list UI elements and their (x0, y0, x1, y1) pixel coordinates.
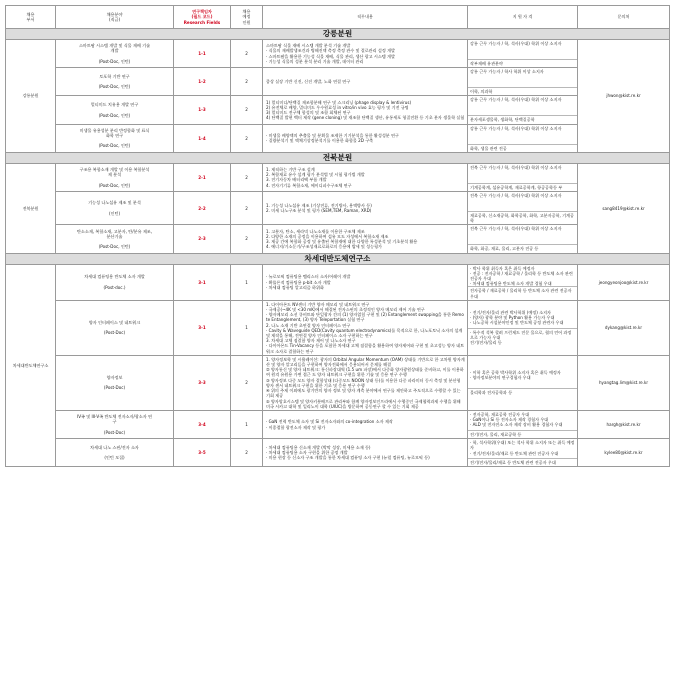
header-division-text: 채용 부서 (26, 11, 35, 22)
qualification-main: 강릉 근무 가능자 / 학, 석사(우대) 학위 이상 소지자 (470, 41, 562, 46)
qualification-main: 강릉 근무 가능자 / 학, 석사(우대) 학위 이상 소지자 (470, 125, 562, 131)
duty-line: · 이종접합 광전소자 제작 및 평가 (266, 424, 326, 430)
field-line: (Post-Doc, 인턴) (98, 244, 131, 250)
qualifications-cell (468, 40, 578, 68)
research-field-code: 2-1 (174, 163, 231, 191)
duty-line: 스마트팜 식물 재배 시스템 개발 분석 기술 개발 (266, 43, 351, 49)
duty-line: · 스마트팜을 활용한 기능성 식물 재배, 식물 관리, 생산 광고 시스템 개발 (266, 53, 395, 59)
table-row (6, 225, 670, 253)
qualification-major: 전기/전자, 물리, 재료공학 등 (468, 430, 577, 437)
field-line: (Post-doc.) (103, 284, 126, 290)
header-quals-text: 지 원 자 격 (512, 14, 533, 20)
field-line: 기능성 나노섬유 제조 및 분석 (88, 200, 141, 206)
field-line: (인턴) (108, 210, 121, 216)
header-quals (468, 6, 578, 29)
division-cell: 차세대반도체연구소 (6, 264, 56, 467)
field-line: 탄소소재, 복합소재, 고분자, 탄/분유 제조, (76, 228, 153, 234)
section-title: 강릉분원 (6, 29, 670, 40)
duty-line: · 미생물 배양액의 추출물 및 분획물 조제한 기기분석을 통한 활성성분 연구 (266, 133, 399, 138)
field-line: 구 (112, 419, 117, 425)
duty-line: · GaN 전력 반도체 소자 및 Si 전자소자와의 co-integration 소자 제작 (266, 419, 393, 425)
qualification-major: 작부재배 유관분야 (468, 59, 577, 66)
table-row (6, 163, 670, 191)
qualification-main: · 전자공학, 재료공학 전공자 우대 · GaN이나 Si 등 전자소자 제작 경험자 우대 · ALD 및 전자전소 소자 제작 장비 활용 경험자 우대 (470, 411, 563, 428)
qualification-main: 강릉 근무 가능자 / 학, 석사(우대) 학위 이상 소지자 (470, 97, 562, 103)
duty-line: · 차세대 컴퓨팅용 소자 구현을 위한 공정 개발 (266, 450, 348, 456)
qualification-main: · 학, 석사학위(우대) 또는 석사 학위 소지자 또는 취득 예정자 · 전기/전자/물리/재료 등 반도체 관련 전공자 우대 (470, 440, 575, 456)
field-line: 화학 연구 (105, 133, 124, 138)
duty-line: · 식물의 재배발생조건과 병해진액 측정 측정 관수 및 결로관리 설정 개발 (266, 48, 395, 54)
headcount-cell: 2 (231, 68, 263, 96)
table-row (6, 410, 670, 438)
header-contact (578, 6, 670, 29)
research-field-code: 3-5 (174, 439, 231, 467)
duty-line: · Cavity & Waveguide QED(Cavity quantum electrodynamics)를 목적으로 한, 나노포토닉 소자의 설계 및 제작을 통해, 전연결 양자 인터페이스 소자 구현하는 연구 (266, 327, 463, 339)
duty-line: 2. 복합재료 유수 설계 평가 분석법 및 시험 평가법 개발 (266, 172, 365, 178)
duties-cell (263, 225, 468, 253)
duty-line: 1) 멀티미디/단백질 재조합분해 연구 및 스크리닝 (phage display & lentivirus) (266, 99, 412, 105)
duty-line: 3) 멀티미드 전구체 합성의 및 조합 회체된 연구 (266, 110, 351, 115)
header-duties (263, 6, 468, 29)
research-field-code: 1-3 (174, 96, 231, 124)
contact-email[interactable]: jeongyeonjoo@kist.re.kr (578, 264, 670, 300)
field-line: 멀티미드 치유용 개발 연구 (90, 102, 139, 108)
research-field-code: 1-4 (174, 124, 231, 152)
duties-cell (263, 355, 468, 410)
research-field-code: 2-3 (174, 225, 231, 253)
duty-line: ② 양자통신 및 양자 네트워크: 통신파장대역 (1.5 um 파장)에서 다중화 양자광원상태를 준비하고, 이를 이용하여 원격 유원용 가변 접근 도 양자 네트워크 구현을 위한 기술 및 응용 연구 수행 (266, 367, 464, 378)
header-count (231, 6, 263, 29)
field-cell (56, 40, 174, 68)
field-line: 미생물 유용성분 분리 반정합화 및 표식 (79, 127, 150, 133)
duty-line: 2. 미세 나노구조 분석 및 평가 (SEM,TEM, Raman, XRD) (266, 208, 372, 214)
field-cell (56, 300, 174, 355)
section-title: 차세대반도체연구소 (6, 253, 670, 264)
duty-line: · 뉴로모픽 컴퓨팅용 멤리스터 소자/어레이 개발 (266, 274, 351, 280)
qualification-main: · 이학 혹은 공학 박사학위 소지자 혹은 취득 예정자 · 양자정보분야의 연구경험자 우대 (470, 370, 561, 381)
field-cell (56, 68, 174, 96)
duties-cell (263, 192, 468, 225)
qualifications-cell (468, 124, 578, 152)
header-row (6, 6, 670, 29)
qualification-main: 강릉 근무 가능자 / 학사 학위 이상 소지자 (470, 69, 544, 75)
duty-line: · 양자메모리 소선 큐비트와 단일광자 간의 (1) 양자얽힘 구현 및 (2) Entanglement swapping을 통한 Remote Entanglement, (3) 양자 Teleportation 실험 연구 (266, 312, 464, 323)
field-line: (Post-Doc, 인턴) (98, 143, 131, 149)
duty-line: 3. 제공 간에 복합화 공정 및 유출된 복합재에 대한 다양한 특성분석 및 기초분석 활용 (266, 239, 418, 245)
duty-line: 4. 에너지/기소둔기/구조성재료로화로의 응용에 밥세 및 성능평가 (266, 244, 382, 250)
duty-line: ④ 위의 주제 이외에도 광기반의 양자 정보 및 양자 계측 분야에서 연구를 제안하고 주도적으로 수행할 수 있는 기회 제공 (266, 388, 461, 399)
field-cell (56, 225, 174, 253)
section-title: 전북분원 (6, 152, 670, 163)
duties-cell (263, 124, 468, 152)
duties-cell (263, 439, 468, 467)
duty-line: 종상 실장 기반 신진, 신진 개발, 노화 연결 연구 (266, 79, 351, 85)
qualification-major: 전기/전자/물리/재료 등 반도체 관련 전공자 우대 (468, 458, 577, 465)
duty-line: 1. 다이아몬드 NV센터 기반 양자 메모리 및 네트워크 연구 (266, 301, 370, 307)
headcount-cell: 1 (231, 264, 263, 300)
research-field-code: 3-1 (174, 300, 231, 355)
field-line: 개발 (110, 48, 119, 54)
table-row (6, 439, 670, 467)
headcount-cell: 1 (231, 410, 263, 438)
duty-line: · 차세대 컴퓨팅 알고리즘 하위화 (266, 284, 324, 290)
field-cell (56, 192, 174, 225)
header-field-text: 채용분야 (직급) (106, 11, 123, 22)
table-row (6, 300, 670, 355)
qualifications-cell (468, 410, 578, 438)
header-division (6, 6, 56, 29)
field-line: (Post-Doc, 인턴) (98, 112, 131, 118)
qualifications-cell (468, 225, 578, 253)
field-line: 제 분석 (107, 172, 122, 178)
duties-cell (263, 68, 468, 96)
header-field (56, 6, 174, 29)
field-line: (Post-Doc) (103, 385, 126, 391)
field-line: (Post-Doc) (103, 330, 126, 336)
table-row (6, 68, 670, 96)
qualification-major: 화학, 화공, 재료, 물리, 고분자 전공 등 (468, 244, 577, 251)
headcount-cell: 2 (231, 439, 263, 467)
duty-line: 1. 고분자, 탄소, 세라믹 나노소재를 이용한 구조체 제조 (266, 228, 365, 234)
table-row (6, 192, 670, 225)
duties-cell (263, 163, 468, 191)
duty-line: · 확률론적 컴퓨팅용 p-bit 소자 개발 (266, 279, 331, 285)
qualifications-cell (468, 439, 578, 467)
headcount-cell: 2 (231, 192, 263, 225)
duty-line: 2) 유전체로 배양, 멀티미드 우수원료성 in vitro/in vivo 효능 평가 및 기전 규명 (266, 104, 409, 110)
duty-line: · 미용 현장 등 신소자 구조 개발을 통한 차세대 컴퓨팅 소자 구현 (뉴럴 컴퓨팅, 뉴로모픽 등) (266, 455, 430, 461)
field-line: (Post-Doc) (103, 429, 126, 435)
contact-email[interactable]: dykang@kist.re.kr (578, 300, 670, 355)
duty-line: 2. 나노 소재 기반 초연결 양자 인터페이스 연구 (266, 322, 351, 328)
qualifications-cell (468, 264, 578, 300)
field-cell (56, 355, 174, 410)
field-cell (56, 264, 174, 300)
qualifications-cell (468, 300, 578, 355)
field-line: 토포학 기반 연구 (99, 74, 130, 79)
headcount-cell: 2 (231, 124, 263, 152)
duties-cell (263, 40, 468, 68)
duty-line: · 기능성 식물의 성분 분석 분리 기술 개발, 데이터 관리 (266, 58, 364, 64)
qualification-major: 화학, 생물 관련 전공 (468, 144, 577, 151)
header-research-fields-text: 연구책임자 (필드 코드) Research Fields (183, 9, 221, 25)
field-line: (Post-Doc, 인턴) (98, 58, 131, 64)
qualification-major: 기계공학계, 섬유공학계, 재료공학계, 항공공학등 부 (468, 183, 577, 190)
field-line: 분산기술 (106, 233, 123, 239)
contact-email[interactable]: hargh@kist.re.kr (578, 410, 670, 438)
duties-cell (263, 300, 468, 355)
qualifications-cell (468, 68, 578, 96)
duty-line: 4. 전자기기류 복합소재, 에이디피수구조체 연구 (266, 182, 352, 188)
qualification-major: 이학, 의과학 (468, 87, 577, 94)
field-cell (56, 163, 174, 191)
research-field-code: 1-1 (174, 40, 231, 68)
duty-line: 1. 양자정보학 및 시뮬레이션: 광자의 Orbital Angular Momentum (OAM) 상태를 기반으로 한 고차원 양자계산 및 양자 알고리듬을 구현하여 양자전화에서 응용되어서 문제를 해결 (266, 356, 465, 368)
headcount-cell: 2 (231, 225, 263, 253)
table-row (6, 264, 670, 300)
duties-cell (263, 96, 468, 124)
duty-line: 4) 단백질 발현 벡터 제작 (gene cloning) 및 재조합 단백질 생산, 유통세포 형질전환 등 기초 분자 생물학 실험 (266, 115, 465, 121)
field-line: 양자정보 (106, 375, 123, 381)
qualification-major: 재료공학, 신소재공학, 화학공학, 화학, 고분자공학, 기계공학 (468, 211, 577, 223)
qualification-main: 전북 근무 가능자 / 학, 석사(우대) 학위 이상 소지자 (470, 193, 562, 199)
table-row (6, 124, 670, 152)
table-body (6, 29, 670, 467)
qualification-main: 전북 근무 가능자 / 학, 석사(우대) 학위 이상 소지자 (470, 226, 562, 232)
duties-cell (263, 410, 468, 438)
research-field-code: 3-4 (174, 410, 231, 438)
headcount-cell: 2 (231, 355, 263, 410)
qualification-major: 물리학과 전자공학과 등 (468, 388, 577, 395)
duty-line: 3. 전기자동차 배터리팩 부품 개발 (266, 177, 327, 183)
duties-cell (263, 264, 468, 300)
headcount-cell: 2 (231, 163, 263, 191)
research-field-code: 2-2 (174, 192, 231, 225)
qualification-main: · 박사 학위 취득자 혹은 취득 예정자 · 전공 : 전자공학 / 재료공학 / 물리학 등 반도체 소자 관련 전공자 우대 · 차세대 컴퓨팅용 반도체 소자 개발 경험 우대 (470, 265, 573, 287)
duty-line: ③ 양자정보 다중 모드 양자 결합상태 (다중모드 NOON 상태 등)를 이용한 다중 파라미터 동시 측정 및 분산형 양자 센서 네트워크 구현을 위한 기초 및 응용 연구 수행 (266, 377, 461, 388)
field-line: (Post-Doc, 인턴) (98, 84, 131, 90)
research-field-code: 1-2 (174, 68, 231, 96)
duty-line: 2. 다양한 소재의 공정을 이용하여 섬유 모도 자성에서 복합소재 제조 (266, 233, 389, 239)
table-row (6, 96, 670, 124)
header-research-fields (174, 6, 231, 29)
research-field-code: 3-1 (174, 264, 231, 300)
field-line: (Post-Doc, 인턴) (98, 182, 131, 188)
contact-email[interactable]: kylee80@kist.re.kr (578, 439, 670, 467)
duty-line: · 질량분석기 및 액체기상정분석기를 이용한 화합물 2D 구축 (266, 138, 374, 144)
field-line: 스마트팜 시스템 개발 및 식물 재배 기술 (78, 43, 151, 49)
headcount-cell: 2 (231, 40, 263, 68)
header-contact-text: 문의처 (617, 14, 630, 20)
contact-email[interactable]: sang8419@kist.re.kr (578, 163, 670, 253)
field-cell (56, 124, 174, 152)
field-line: (인턴 모집) (104, 455, 125, 461)
duty-line: ⑤ 양자암호시스템 및 양자키분배프로 관리부와 함께 양자정보인프라에서 수행중인 국제협력과제 수행을 위해 미국 시카고 대학 및 일리노이 대학 (UIUC)을 방문하여 공동연구 할 수 있는 기회 제공 (266, 398, 461, 409)
field-line: 차세대 나노 스핀/전자 소자 (90, 444, 139, 450)
field-cell (56, 410, 174, 438)
section-header-row (6, 29, 670, 40)
qualification-main: 전북 근무 가능자 / 학, 석사(우대) 학위 이상 소지자 (470, 164, 562, 170)
contact-email[interactable]: hyangtag.lim@kist.re.kr (578, 355, 670, 410)
duty-line: 1. 제직하는 기반 구조 설계 (266, 167, 315, 172)
section-header-row (6, 152, 670, 163)
recruitment-table (5, 5, 670, 467)
field-cell (56, 439, 174, 467)
qualifications-cell (468, 163, 578, 191)
qualifications-cell (468, 355, 578, 410)
qualifications-cell (468, 192, 578, 225)
qualification-major: · 특수적 석복 할려 프런제드 전문 물으로, 협의 언어 과정으로 가능자 우대 전기/전자/물리 등 (468, 328, 577, 346)
header-duties-text: 직무내용 (357, 14, 373, 20)
field-cell (56, 96, 174, 124)
qualifications-cell (468, 96, 578, 124)
field-line: IV족 및 III-V족 반도체 전자소자/광소자 연 (77, 414, 152, 420)
field-line: 차세대 컴퓨팅용 반도체 소자 개발 (84, 274, 145, 280)
qualification-main: · 전기/전자/물리 관련 박사학위 (예정) 소지자 · (양자) 광학 분야 및 Python 활용 가능자 우대 · 나노공학 시설분야인정 및 반도체 공정 관련자 우대 (470, 310, 564, 326)
headcount-cell: 2 (231, 96, 263, 124)
header-count-text: 채용 예정 인원 (242, 9, 251, 25)
division-cell: 강릉분원 (6, 40, 56, 153)
qualification-major: 분자세포생물학, 생화학, 단백질공학 (468, 115, 577, 122)
research-field-code: 3-3 (174, 355, 231, 410)
duty-line: 3. 차세대 고체 점결함 양자 제어 및 나노소자 연구 (266, 338, 356, 344)
field-line: 구조용 복합소재 개발 및 이용 복합분석 (79, 167, 150, 172)
qualification-major: 전자공학 / 재료공학 / 물리학 등 반도체 소자 관련 전공자 우대 (468, 286, 577, 298)
duty-line: · 국제공(~4K 및 <30 mK)에서 해결된 전자스핀의 초정적인 양자 메모리 제어 기술 연구 (266, 307, 425, 313)
table-row (6, 40, 670, 68)
duty-line: · 차세대 컴퓨팅용 신소재 개발 (박막 성장, 미세용 소재 등) (266, 444, 371, 450)
duty-line: · 다이아몬드 Tin-Vacancy 등을 포함한 차세대 고체 점결함을 활용하여 양자제어와 구현 및 초고성능 양자 네트워크 소자로 결합하는 연구 (266, 343, 465, 354)
table-row (6, 355, 670, 410)
field-line: 양자 인터페이스 및 네트워크 (88, 320, 141, 326)
contact-email[interactable]: jhwon@kist.re.kr (578, 40, 670, 153)
section-header-row (6, 253, 670, 264)
division-cell: 전북분원 (6, 163, 56, 253)
duty-line: 1. 기능성 나노섬유 제조 (기상전류, 전기방사, 용액방사 등) (266, 203, 372, 209)
headcount-cell: 1 (231, 300, 263, 355)
